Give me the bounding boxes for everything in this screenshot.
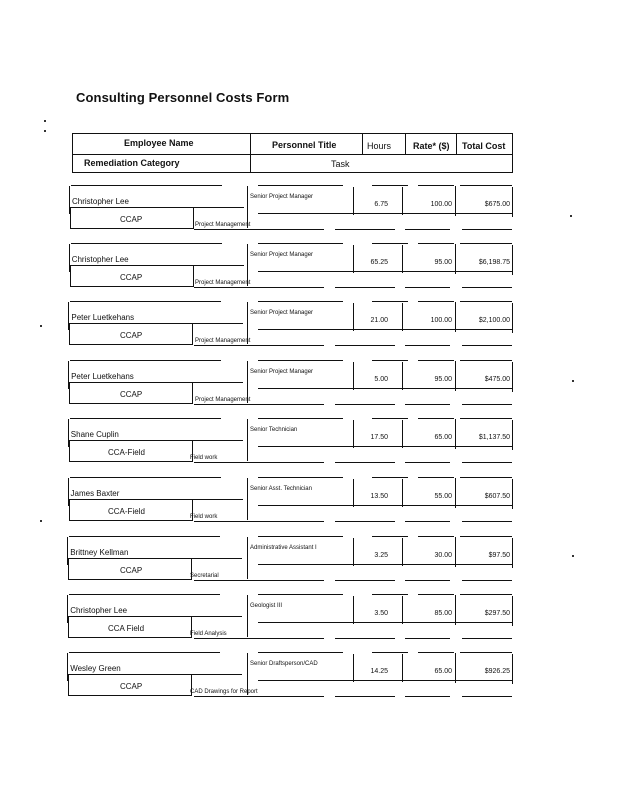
header-divider xyxy=(512,155,513,173)
employee-name: Brittney Kellman xyxy=(70,548,129,557)
task-value: Project Management xyxy=(195,222,251,228)
row-divider xyxy=(402,187,403,215)
header-divider xyxy=(456,133,457,155)
form-title: Consulting Personnel Costs Form xyxy=(76,90,290,105)
row-top-line xyxy=(418,301,454,302)
row-bottom-line xyxy=(194,521,324,522)
personnel-title: Senior Project Manager xyxy=(250,369,314,375)
row-divider xyxy=(353,187,354,215)
personnel-title: Senior Technician xyxy=(250,427,298,433)
total-cost-value: $607.50 xyxy=(484,493,510,500)
row-divider xyxy=(353,479,354,507)
total-cost-value: $926.25 xyxy=(484,668,510,675)
task-value: Project Management xyxy=(195,338,251,344)
employee-name: Peter Luetkehans xyxy=(71,372,134,381)
hours-value: 13.50 xyxy=(370,493,388,500)
task-value: Secretarial xyxy=(190,573,219,579)
row-divider xyxy=(455,419,456,449)
row-divider xyxy=(455,186,456,216)
row-top-line xyxy=(70,360,221,361)
row-top-line xyxy=(258,360,343,361)
row-bottom-line xyxy=(462,462,512,463)
row-top-line xyxy=(418,477,454,478)
scan-speck xyxy=(40,325,42,327)
total-cost-value: $1,137.50 xyxy=(478,434,510,441)
row-bottom-line xyxy=(335,521,395,522)
row-divider xyxy=(455,244,456,274)
hours-value: 3.25 xyxy=(374,552,388,559)
row-top-line xyxy=(258,594,343,595)
remediation-category: CCA-Field xyxy=(108,507,145,516)
row-bottom-line xyxy=(194,287,324,288)
row-divider xyxy=(455,653,456,683)
row-divider xyxy=(402,303,403,331)
employee-name: Christopher Lee xyxy=(70,606,128,615)
scan-speck xyxy=(572,555,574,557)
row-top-line xyxy=(418,652,454,653)
row-bottom-line xyxy=(405,638,450,639)
row-bottom-line xyxy=(462,696,512,697)
remediation-category: CCAP xyxy=(120,390,143,399)
row-top-line xyxy=(460,418,512,419)
row-top-line xyxy=(69,536,220,537)
employee-name: Shane Cuplin xyxy=(70,430,119,439)
total-cost-value: $6,198.75 xyxy=(478,259,510,266)
row-divider xyxy=(353,596,354,624)
header-divider xyxy=(250,133,251,173)
row-top-line xyxy=(372,652,408,653)
row-top-line xyxy=(460,301,512,302)
row-mid-line xyxy=(258,505,512,506)
row-top-line xyxy=(372,536,408,537)
row-bottom-line xyxy=(194,345,324,346)
row-divider xyxy=(402,245,403,273)
row-bottom-line xyxy=(194,696,324,697)
hours-value: 14.25 xyxy=(370,668,388,675)
row-bottom-line xyxy=(462,580,512,581)
task-header: Task xyxy=(331,159,350,169)
scan-speck xyxy=(40,520,42,522)
row-mid-line xyxy=(258,329,512,330)
remediation-category: CCAP xyxy=(120,273,143,282)
row-top-line xyxy=(418,536,454,537)
row-divider xyxy=(455,302,456,332)
personnel-title: Geologist III xyxy=(250,603,283,609)
row-mid-line xyxy=(258,388,512,389)
remediation-category: CCAP xyxy=(120,215,143,224)
rate-header: Rate* ($) xyxy=(413,141,450,151)
row-bottom-line xyxy=(335,345,395,346)
row-divider xyxy=(402,654,403,682)
row-divider xyxy=(402,596,403,624)
row-top-line xyxy=(372,477,408,478)
row-divider xyxy=(455,595,456,625)
row-bottom-line xyxy=(462,404,512,405)
row-divider xyxy=(247,419,248,461)
rate-value: 85.00 xyxy=(434,610,452,617)
row-bottom-line xyxy=(335,229,395,230)
personnel-title: Senior Project Manager xyxy=(250,194,314,200)
row-top-line xyxy=(460,594,512,595)
total-cost-value: $297.50 xyxy=(484,610,510,617)
row-divider xyxy=(402,420,403,448)
row-bottom-line xyxy=(405,287,450,288)
row-top-line xyxy=(418,418,454,419)
row-right-edge xyxy=(512,479,513,509)
total-cost-value: $97.50 xyxy=(488,552,510,559)
row-bottom-line xyxy=(335,404,395,405)
row-bottom-line xyxy=(405,521,450,522)
hours-header: Hours xyxy=(367,141,392,151)
row-divider xyxy=(353,362,354,390)
row-bottom-line xyxy=(335,696,395,697)
rate-value: 30.00 xyxy=(434,552,452,559)
row-bottom-line xyxy=(335,580,395,581)
row-top-line xyxy=(258,301,343,302)
personnel-title: Senior Asst. Technician xyxy=(250,486,312,492)
employee-name: Wesley Green xyxy=(70,664,121,673)
row-bottom-line xyxy=(462,345,512,346)
row-bottom-line xyxy=(462,521,512,522)
row-top-line xyxy=(258,652,343,653)
row-top-line xyxy=(372,594,408,595)
row-top-line xyxy=(71,185,222,186)
hours-value: 17.50 xyxy=(370,434,388,441)
row-mid-line xyxy=(258,446,512,447)
total-cost-value: $675.00 xyxy=(484,201,510,208)
remediation-category: CCA Field xyxy=(108,624,145,633)
row-right-edge xyxy=(512,303,513,333)
remediation-category: CCA-Field xyxy=(108,448,145,457)
row-top-line xyxy=(258,536,343,537)
task-value: Field Analysis xyxy=(190,631,227,637)
row-divider xyxy=(402,362,403,390)
scan-speck xyxy=(570,215,572,217)
row-divider xyxy=(353,654,354,682)
row-mid-line xyxy=(258,564,512,565)
row-bottom-line xyxy=(194,462,324,463)
employee-name: James Baxter xyxy=(70,489,120,498)
personnel-title: Senior Project Manager xyxy=(250,310,314,316)
row-bottom-line xyxy=(335,287,395,288)
scan-speck xyxy=(44,120,46,122)
personnel-title: Administrative Assistant I xyxy=(250,545,317,551)
row-divider xyxy=(455,361,456,391)
hours-value: 65.25 xyxy=(370,259,388,266)
row-divider xyxy=(247,595,248,637)
row-bottom-line xyxy=(462,638,512,639)
rate-value: 100.00 xyxy=(430,201,452,208)
row-divider xyxy=(247,537,248,579)
row-bottom-line xyxy=(405,580,450,581)
row-divider xyxy=(353,303,354,331)
header-divider xyxy=(72,155,73,173)
row-top-line xyxy=(70,418,221,419)
rate-value: 65.00 xyxy=(434,668,452,675)
row-mid-line xyxy=(258,622,512,623)
hours-value: 21.00 xyxy=(370,317,388,324)
row-bottom-line xyxy=(335,638,395,639)
row-divider xyxy=(402,538,403,566)
row-divider xyxy=(353,420,354,448)
task-value: Project Management xyxy=(195,280,251,286)
row-divider xyxy=(402,479,403,507)
row-bottom-line xyxy=(405,345,450,346)
row-mid-line xyxy=(258,680,512,681)
row-top-line xyxy=(418,243,454,244)
row-top-line xyxy=(460,360,512,361)
row-top-line xyxy=(418,185,454,186)
row-top-line xyxy=(460,477,512,478)
row-bottom-line xyxy=(194,580,324,581)
rate-value: 95.00 xyxy=(434,259,452,266)
row-top-line xyxy=(258,477,343,478)
personnel-title: Senior Project Manager xyxy=(250,252,314,258)
remediation-category-header: Remediation Category xyxy=(84,158,180,168)
rate-value: 100.00 xyxy=(430,317,452,324)
scan-speck xyxy=(572,380,574,382)
total-cost-value: $2,100.00 xyxy=(478,317,510,324)
hours-value: 6.75 xyxy=(374,201,388,208)
remediation-category: CCAP xyxy=(120,566,143,575)
row-bottom-line xyxy=(462,229,512,230)
row-mid-line xyxy=(258,213,512,214)
row-top-line xyxy=(372,185,408,186)
row-top-line xyxy=(258,185,343,186)
employee-name-header: Employee Name xyxy=(124,138,194,148)
task-value: CAD Drawings for Report xyxy=(190,689,258,695)
row-divider xyxy=(353,245,354,273)
row-divider xyxy=(247,478,248,520)
row-bottom-line xyxy=(194,638,324,639)
header-divider xyxy=(362,133,363,155)
row-top-line xyxy=(460,652,512,653)
row-mid-line xyxy=(258,271,512,272)
row-right-edge xyxy=(512,596,513,626)
personnel-title: Senior Draftsperson/CAD xyxy=(250,661,318,667)
row-top-line xyxy=(372,243,408,244)
total-cost-value: $475.00 xyxy=(484,376,510,383)
total-cost-header: Total Cost xyxy=(462,141,506,151)
row-right-edge xyxy=(512,362,513,392)
row-bottom-line xyxy=(194,404,324,405)
row-top-line xyxy=(70,477,221,478)
row-divider xyxy=(455,537,456,567)
hours-value: 3.50 xyxy=(374,610,388,617)
row-top-line xyxy=(418,360,454,361)
row-bottom-line xyxy=(194,229,324,230)
row-top-line xyxy=(69,652,220,653)
row-right-edge xyxy=(512,654,513,684)
row-right-edge xyxy=(512,538,513,568)
row-top-line xyxy=(372,360,408,361)
row-top-line xyxy=(71,243,222,244)
row-top-line xyxy=(258,418,343,419)
employee-name: Peter Luetkehans xyxy=(71,313,135,322)
rate-value: 95.00 xyxy=(434,376,452,383)
row-divider xyxy=(455,478,456,508)
task-value: Project Management xyxy=(195,397,251,403)
task-value: Field work xyxy=(190,455,218,461)
rate-value: 65.00 xyxy=(434,434,452,441)
row-top-line xyxy=(70,301,221,302)
row-right-edge xyxy=(512,245,513,275)
header-divider xyxy=(405,133,406,155)
personnel-title-header: Personnel Title xyxy=(272,140,337,150)
hours-value: 5.00 xyxy=(374,376,388,383)
row-top-line xyxy=(460,536,512,537)
row-bottom-line xyxy=(405,229,450,230)
remediation-category: CCAP xyxy=(120,331,143,340)
task-value: Field work xyxy=(190,514,218,520)
row-top-line xyxy=(372,418,408,419)
header-bottom-line xyxy=(72,172,513,173)
row-right-edge xyxy=(512,187,513,217)
row-bottom-line xyxy=(462,287,512,288)
row-top-line xyxy=(372,301,408,302)
row-top-line xyxy=(460,243,512,244)
row-bottom-line xyxy=(335,462,395,463)
row-bottom-line xyxy=(405,404,450,405)
scan-speck xyxy=(44,130,46,132)
row-divider xyxy=(353,538,354,566)
employee-name: Christopher Lee xyxy=(72,197,129,206)
row-top-line xyxy=(69,594,220,595)
row-bottom-line xyxy=(405,462,450,463)
row-bottom-line xyxy=(405,696,450,697)
remediation-category: CCAP xyxy=(120,682,143,691)
employee-name: Christopher Lee xyxy=(71,255,129,264)
rate-value: 55.00 xyxy=(434,493,452,500)
row-top-line xyxy=(460,185,512,186)
row-top-line xyxy=(258,243,343,244)
row-top-line xyxy=(418,594,454,595)
row-right-edge xyxy=(512,420,513,450)
